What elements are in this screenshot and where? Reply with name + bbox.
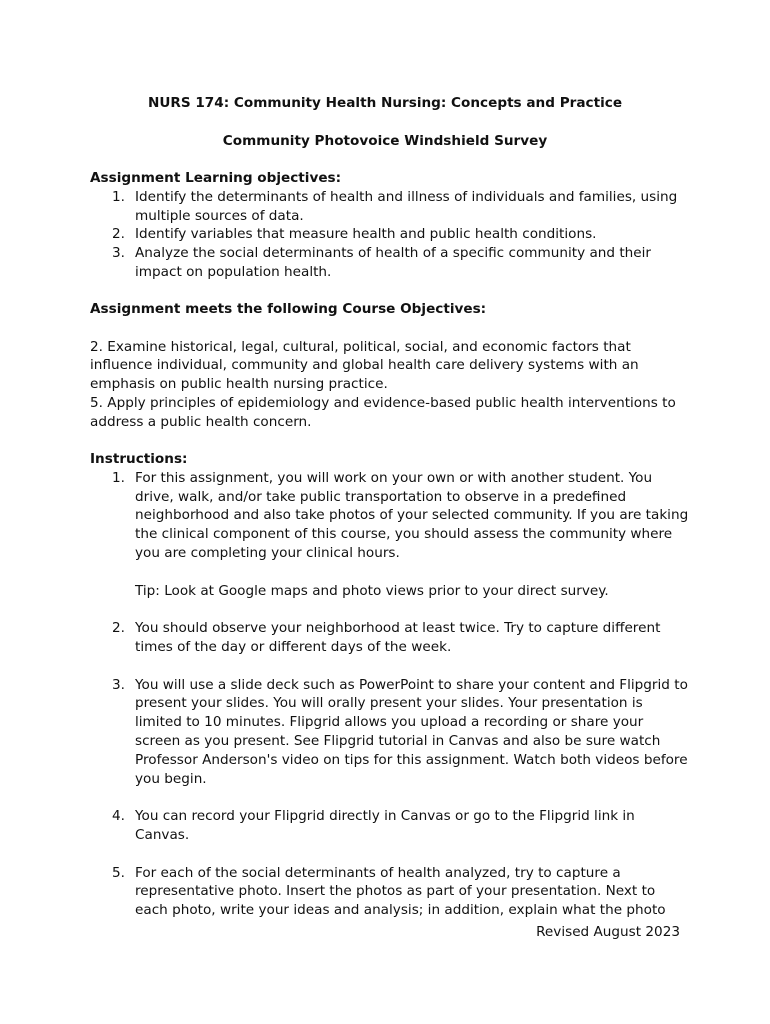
list-item: 1. Identify the determinants of health and illness of individuals and families, using multiple sources of data. xyxy=(112,188,678,224)
learning-objectives-heading: Assignment Learning objectives: xyxy=(90,170,342,186)
course-title: NURS 174: Community Health Nursing: Concepts and Practice xyxy=(147,95,623,111)
list-item: 5. For each of the social determinants of health analyzed, try to capture a representative photo. Insert the photos as part of your presentation. Next to each photo, write your ideas and analysis; in addition, explain what the photo xyxy=(112,864,666,919)
list-item: 4. You can record your Flipgrid directly in Canvas or go to the Flipgrid link in Canvas. xyxy=(112,808,635,843)
course-objectives-heading: Assignment meets the following Course Objectives: xyxy=(90,301,487,317)
course-objectives-section xyxy=(90,300,690,432)
revision-footer: Revised August 2023 xyxy=(536,924,680,940)
list-item: 2. Identify variables that measure health and public health conditions. xyxy=(112,226,597,243)
learning-objectives-section xyxy=(90,169,690,282)
list-item: 2. You should observe your neighborhood at least twice. Try to capture different times of the day or different days of the week. xyxy=(112,620,661,655)
instructions-heading: Instructions: xyxy=(90,451,188,467)
assignment-title: Community Photovoice Windshield Survey xyxy=(222,133,548,149)
learning-objectives-list xyxy=(90,188,690,282)
course-objective-paragraph: 2. Examine historical, legal, cultural, political, social, and economic factors that influence individual, community and global health care delivery systems with an emphasis on public health nursing practice. xyxy=(90,338,639,393)
list-item: 3. You will use a slide deck such as PowerPoint to share your content and Flipgrid to present your slides. You will orally present your slides. Your presentation is limited to 10 minutes. Flipgrid allows you upload a recording or share your screen as you present. See Flipgrid tutorial in Canvas and also be sure watch Professor Anderson's video on tips for this assignment. Watch both videos before you begin. xyxy=(112,676,688,787)
list-item: 1. For this assignment, you will work on your own or with another student. You drive, walk, and/or take public transportation to observe in a predefined neighborhood and also take photos of your selected community. If you are taking the clinical component of this course, you should assess the community where you are completing your clinical hours. Tip: Look at Google maps and photo views prior to your direct survey. xyxy=(112,469,689,599)
instructions-section xyxy=(90,450,690,920)
course-objective-paragraph: 5. Apply principles of epidemiology and evidence-based public health interventions to address a public health concern. xyxy=(90,394,676,430)
tip-text: Tip: Look at Google maps and photo views prior to your direct survey. xyxy=(135,582,609,599)
list-item: 3. Analyze the social determinants of health of a specific community and their impact on population health. xyxy=(112,245,652,280)
instructions-list xyxy=(90,469,690,920)
